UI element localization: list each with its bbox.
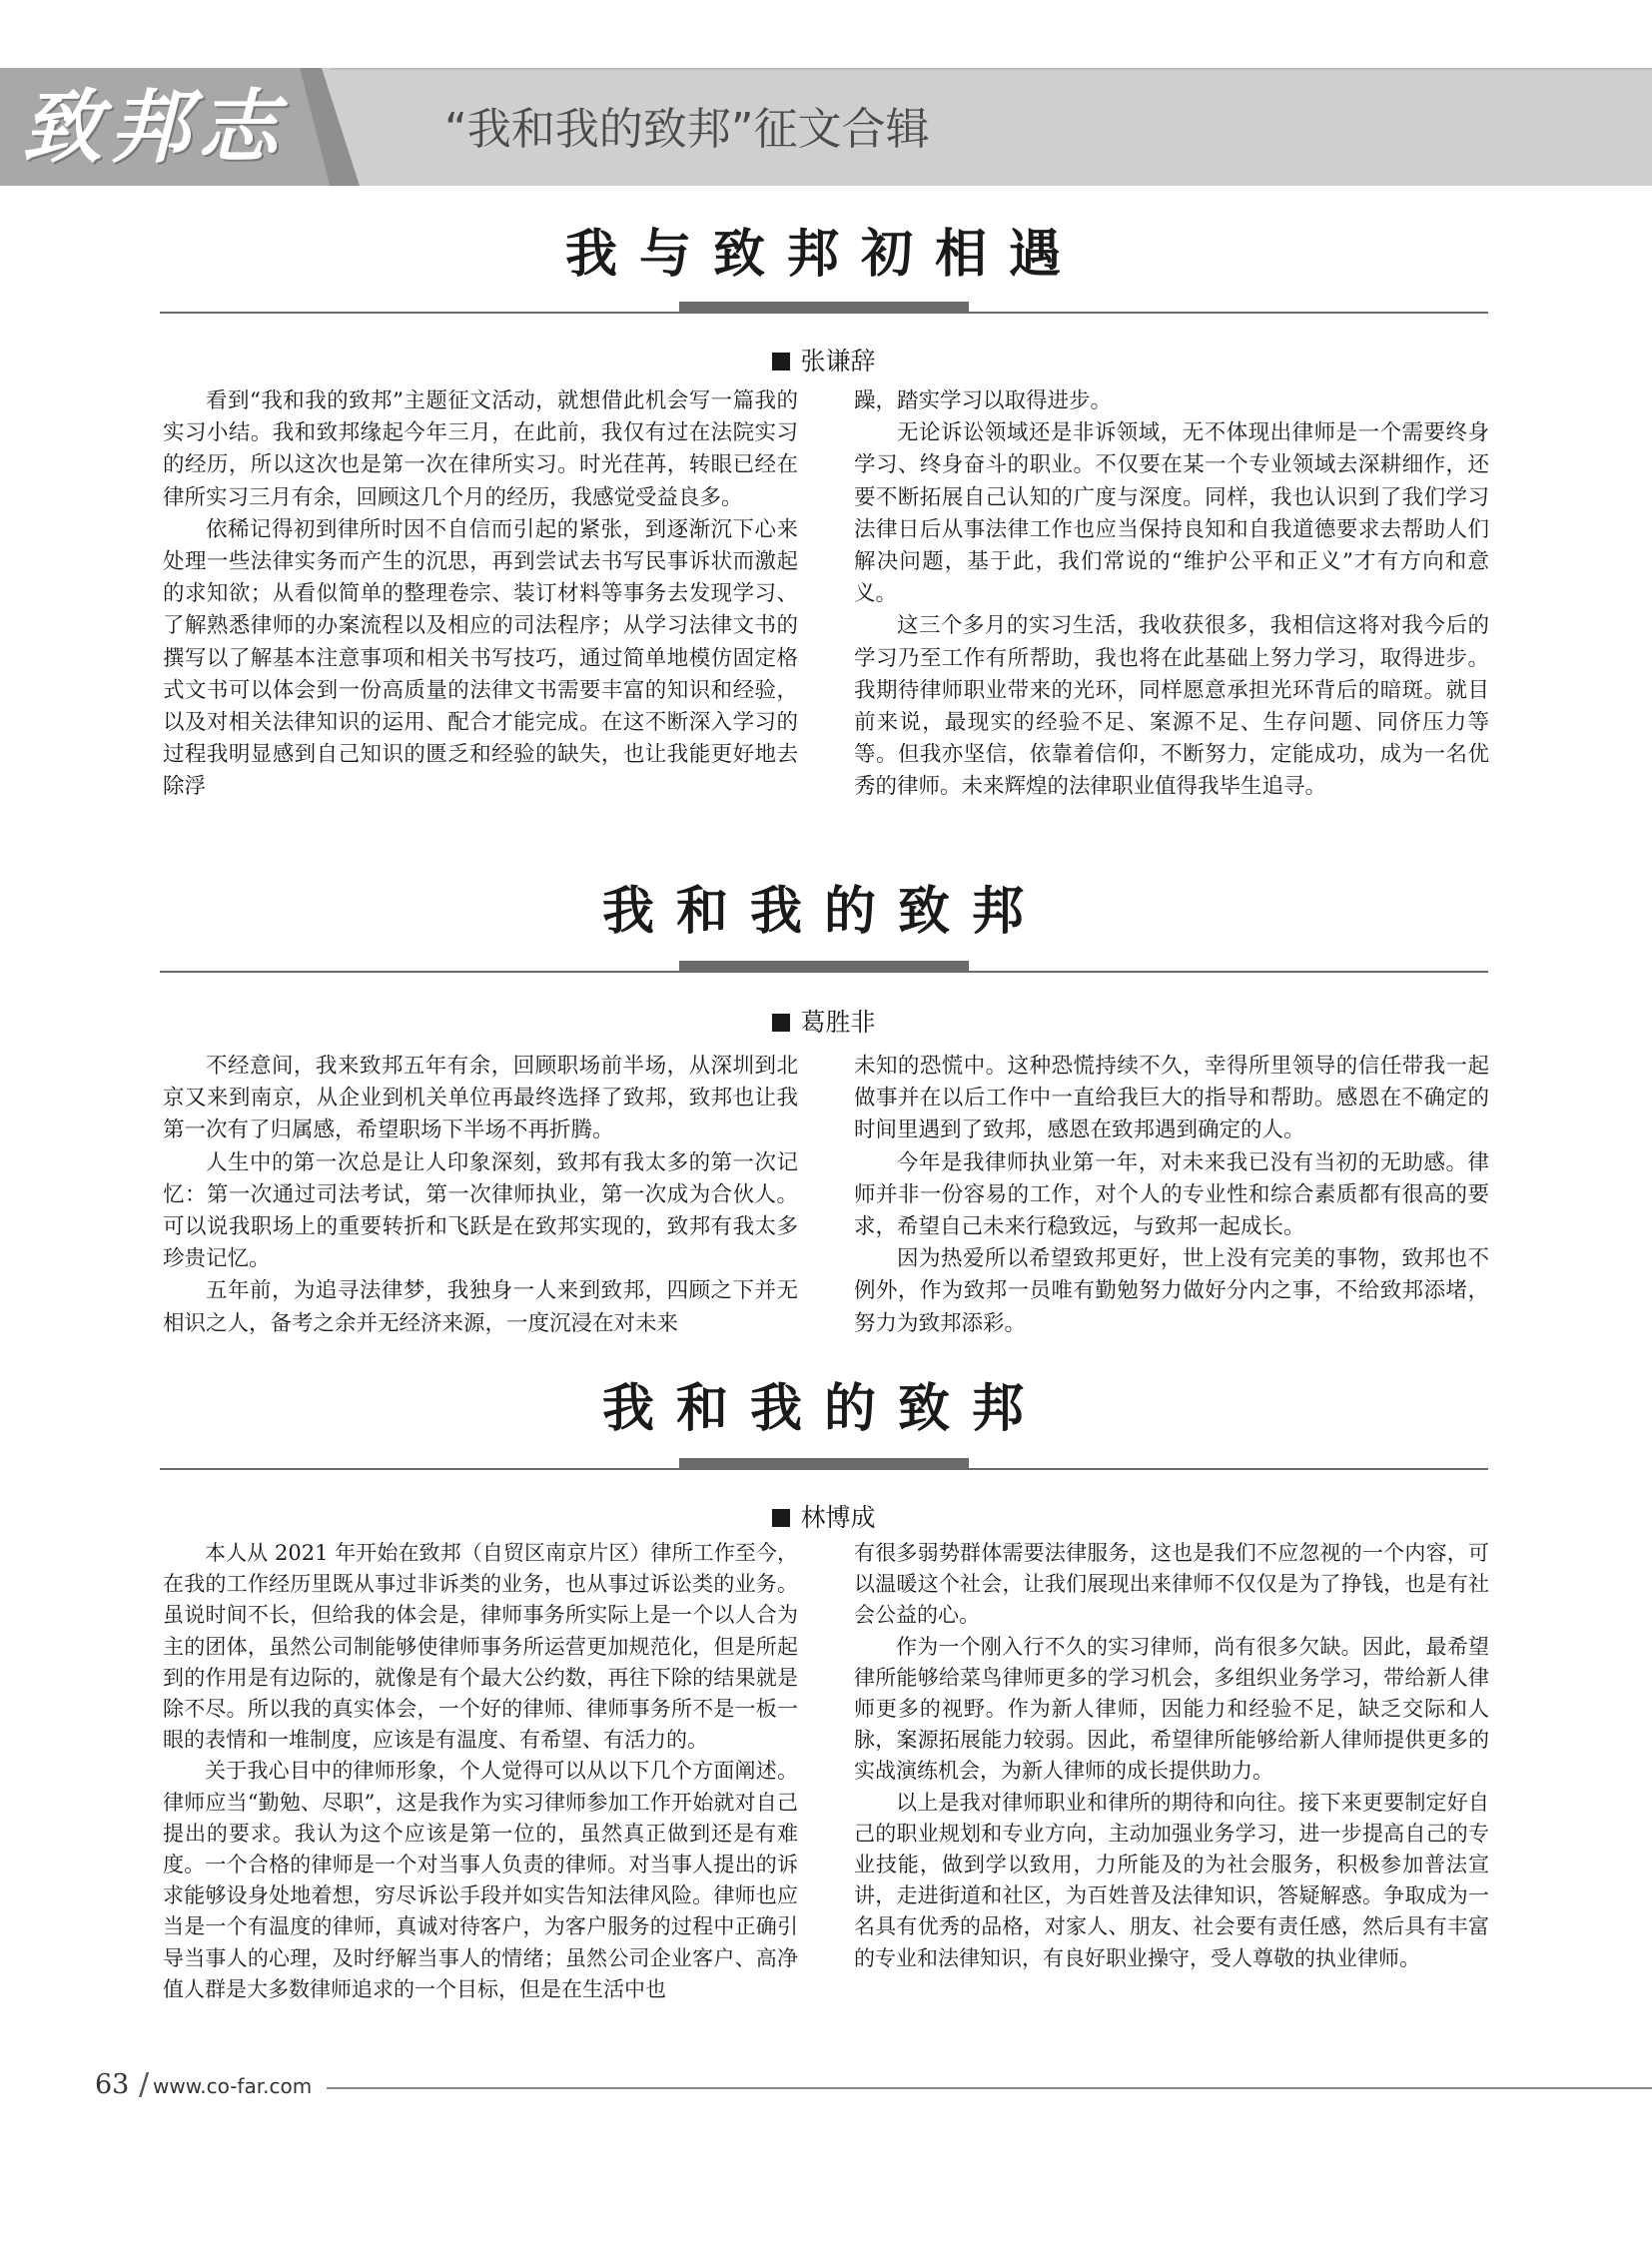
masthead-rule [330,68,1652,70]
article-1-left-column [163,385,798,804]
paragraph: 这三个多月的实习生活，我收获很多，我相信这将对我今后的学习乃至工作有所帮助，我也将在此基础上努力学习，取得进步。我期待律师职业带来的光环，同样愿意承担光环背后的暗斑。就目前来说，最现实的经验不足、案源不足、生存问题、同侪压力等等。但我亦坚信，依靠着信仰，不断努力，定能成功，成为一名优秀的律师。未来辉煌的法律职业值得我毕生追寻。 [854,613,1489,800]
paragraph: 今年是我律师执业第一年，对未来我已没有当初的无助感。律师并非一份容易的工作，对个人的专业性和综合素质都有很高的要求，希望自己未来行稳致远，与致邦一起成长。 [854,1149,1489,1240]
article-1-right-column [854,385,1489,804]
article-2-left-column [163,1051,798,1340]
footer-rule [327,2087,1652,2089]
slash-divider-icon: / [139,2067,150,2102]
article-1-rule-accent [679,302,969,313]
paragraph: 本人从 2021 年开始在致邦（自贸区南京片区）律所工作至今，在我的工作经历里既从事过非诉类的业务，也从事过诉讼类的业务。虽说时间不长，但给我的体会是，律师事务所实际上是一个以人合为主的团体，虽然公司制能够使律师事务所运营更加规范化，但是所起到的作用是有边际的，就像是有个最大公约数，再往下除的结果就是除不尽。所以我的真实体会，一个好的律师、律师事务所不是一板一眼的表情和一堆制度，应该是有温度、有希望、有活力的。 [163,1541,798,1753]
article-3-rule-accent [679,1458,969,1469]
paragraph: 未知的恐慌中。这种恐慌持续不久，幸得所里领导的信任带我一起做事并在以后工作中一直给我巨大的指导和帮助。感恩在不确定的时间里遇到了致邦，感恩在致邦遇到确定的人。 [854,1054,1489,1143]
paragraph: 有很多弱势群体需要法律服务，这也是我们不应忽视的一个内容，可以温暖这个社会，让我们展现出来律师不仅仅是为了挣钱，也是有社会公益的心。 [854,1541,1489,1628]
article-3-author [160,1498,1488,1534]
paragraph: 五年前，为追寻法律梦，我独身一人来到致邦，四顾之下并无相识之人，备考之余并无经济来源，一度沉浸在对未来 [163,1278,798,1336]
paragraph: 不经意间，我来致邦五年有余，回顾职场前半场，从深圳到北京又来到南京，从企业到机关单位再最终选择了致邦，致邦也让我第一次有了归属感，希望职场下半场不再折腾。 [163,1054,798,1143]
masthead [0,0,1652,190]
paragraph: 作为一个刚入行不久的实习律师，尚有很多欠缺。因此，最希望律所能够给菜鸟律师更多的学习机会，多组织业务学习，带给新人律师更多的视野。作为新人律师，因能力和经验不足，缺乏交际和人脉，案源拓展能力较弱。因此，希望律所能够给新人律师提供更多的实战演练机会，为新人律师的成长提供助力。 [854,1634,1489,1784]
page-footer [95,2069,1652,2109]
article-1-author [160,342,1488,377]
author-name: 葛胜非 [800,1008,876,1037]
article-2-rule-accent [679,961,969,972]
article-3-left-column [163,1538,798,2005]
website-link[interactable]: www.co-far.com [153,2074,313,2098]
magazine-logo: 致邦志 [22,81,286,174]
paragraph: 人生中的第一次总是让人印象深刻，致邦有我太多的第一次记忆：第一次通过司法考试，第一次律师执业，第一次成为合伙人。可以说我职场上的重要转折和飞跃是在致邦实现的，致邦有我太多珍贵记忆。 [163,1149,798,1272]
article-2-right-column [854,1051,1489,1340]
article-3-title: 我和我的致邦 [601,1379,1046,1439]
article-1-title: 我与致邦初相遇 [564,225,1083,285]
author-bullet-icon [772,353,790,371]
author-name: 张谦辞 [800,347,876,375]
paragraph: 看到“我和我的致邦”主题征文活动，就想借此机会写一篇我的实习小结。我和致邦缘起今年三月，在此前，我仅有过在法院实习的经历，所以这次也是第一次在律所实习。时光荏苒，转眼已经在律所实习三月有余，回顾这几个月的经历，我感觉受益良多。 [163,388,798,510]
article-3-right-column [854,1538,1489,1974]
article-2-title: 我和我的致邦 [601,882,1046,942]
article-2-author [160,1003,1488,1039]
paragraph: 无论诉讼领域还是非诉领域，无不体现出律师是一个需要终身学习、终身奋斗的职业。不仅要在某一个专业领域去深耕细作，还要不断拓展自己认知的广度与深度。同样，我也认识到了我们学习法律日后从事法律工作也应当保持良知和自我道德要求去帮助人们解决问题，基于此，我们常说的“维护公平和正义”才有方向和意义。 [854,420,1489,607]
paragraph: 关于我心目中的律师形象，个人觉得可以从以下几个方面阐述。律师应当“勤勉、尽职”，这是我作为实习律师参加工作开始就对自己提出的要求。我认为这个应该是第一位的，虽然真正做到还是有难度。一个合格的律师是一个对当事人负责的律师。对当事人提出的诉求能够设身处地着想，穷尽诉讼手段并如实告知法律风险。律师也应当是一个有温度的律师，真诚对待客户，为客户服务的过程中正确引导当事人的心理，及时纾解当事人的情绪；虽然公司企业客户、高净值人群是大多数律师追求的一个目标，但是在生活中也 [163,1759,798,2001]
page-number: 63 [95,2069,130,2100]
paragraph: 因为热爱所以希望致邦更好，世上没有完美的事物，致邦也不例外，作为致邦一员唯有勤勉努力做好分内之事，不给致邦添堵，努力为致邦添彩。 [854,1246,1489,1336]
paragraph: 依稀记得初到律所时因不自信而引起的紧张，到逐渐沉下心来处理一些法律实务而产生的沉思，再到尝试去书写民事诉状而激起的求知欲；从看似简单的整理卷宗、装订材料等事务去发现学习、了解熟悉律师的办案流程以及相应的司法程序；从学习法律文书的撰写以了解基本注意事项和相关书写技巧，通过简单地模仿固定格式文书可以体会到一份高质量的法律文书需要丰富的知识和经验，以及对相关法律知识的运用、配合才能完成。在这不断深入学习的过程我明显感到自己知识的匮乏和经验的缺失，也让我能更好地去除浮 [163,516,798,800]
author-bullet-icon [772,1509,790,1527]
section-subtitle: “我和我的致邦”征文合辑 [444,104,930,155]
author-name: 林博成 [800,1503,876,1532]
paragraph: 躁，踏实学习以取得进步。 [854,388,1113,413]
author-bullet-icon [772,1014,790,1032]
paragraph: 以上是我对律师职业和律所的期待和向往。接下来更要制定好自己的职业规划和专业方向，主动加强业务学习，进一步提高自己的专业技能，做到学以致用，力所能及的为社会服务，积极参加普法宣讲，走进街道和社区，为百姓普及法律知识，答疑解惑。争取成为一名具有优秀的品格，对家人、朋友、社会要有责任感，然后具有丰富的专业和法律知识，有良好职业操守，受人尊敬的执业律师。 [854,1790,1489,1970]
